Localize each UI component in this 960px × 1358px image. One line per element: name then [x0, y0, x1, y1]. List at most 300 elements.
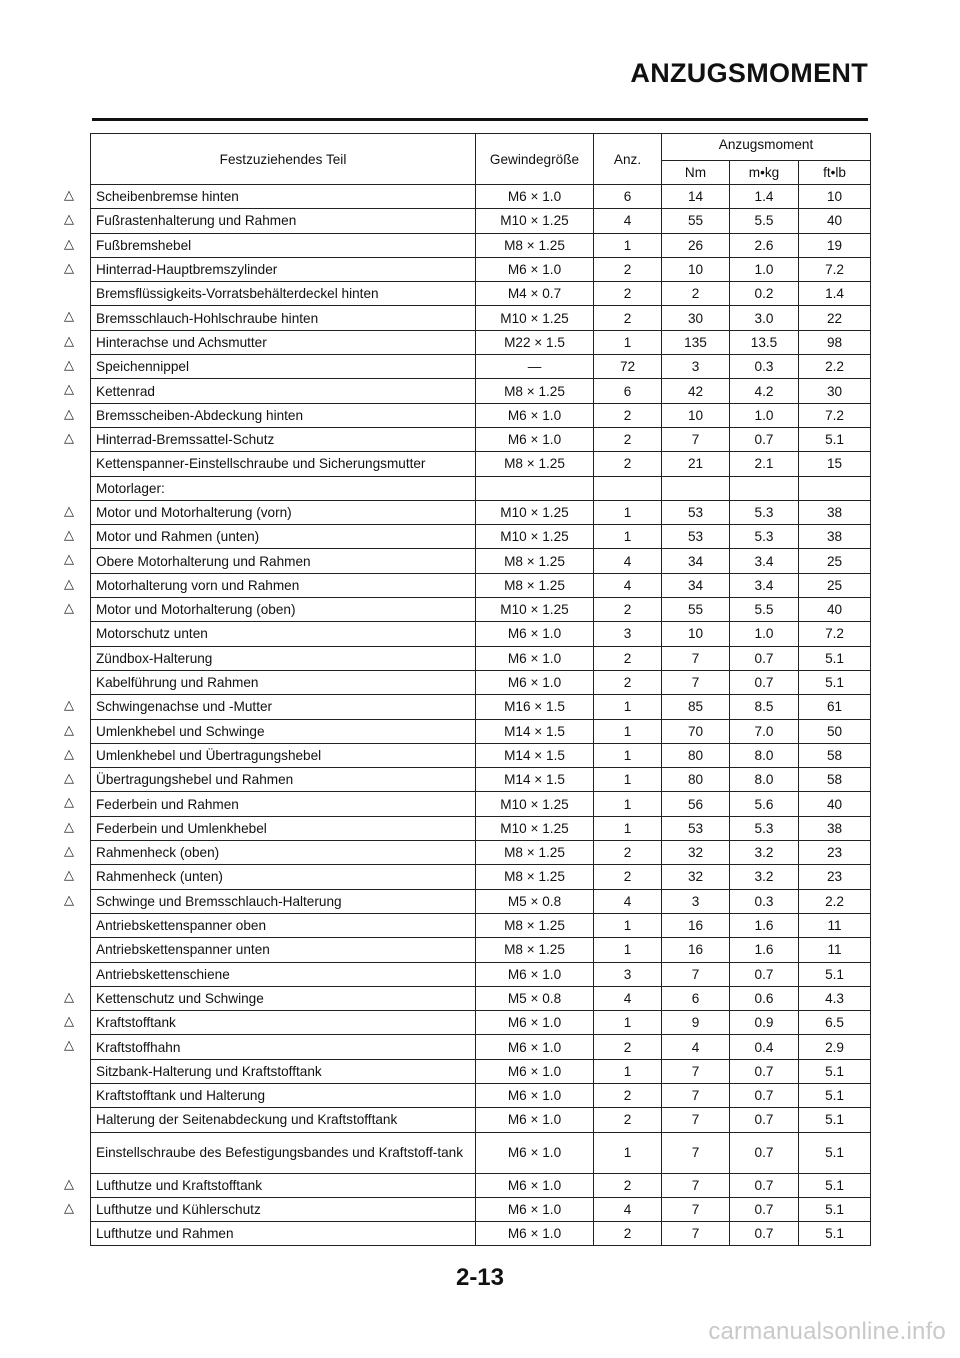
quantity-cell: 4	[594, 209, 662, 233]
triangle-mark-icon: △	[64, 358, 74, 373]
part-name-cell: Kabelführung und Rahmen	[91, 670, 476, 694]
torque-ftlb-cell: 58	[799, 768, 871, 792]
thread-size-cell: M8 × 1.25	[476, 233, 594, 257]
torque-ftlb-cell: 30	[799, 379, 871, 403]
triangle-mark-icon: △	[64, 601, 74, 616]
part-name-cell: Federbein und Rahmen	[91, 792, 476, 816]
torque-ftlb-cell: 10	[799, 185, 871, 209]
torque-ftlb-cell	[799, 476, 871, 500]
thread-size-cell: M6 × 1.0	[476, 670, 594, 694]
torque-mkg-cell: 3.2	[730, 841, 799, 865]
part-name-cell: Kettenrad	[91, 379, 476, 403]
quantity-cell: 2	[594, 452, 662, 476]
torque-nm-cell: 7	[662, 1132, 730, 1173]
quantity-cell: 2	[594, 841, 662, 865]
torque-mkg-cell: 5.5	[730, 598, 799, 622]
torque-mkg-cell: 0.7	[730, 1059, 799, 1083]
part-name-cell: Rahmenheck (oben)	[91, 841, 476, 865]
torque-ftlb-cell: 2.2	[799, 355, 871, 379]
part-name-cell: Kettenschutz und Schwinge	[91, 986, 476, 1010]
torque-ftlb-cell: 5.1	[799, 1108, 871, 1132]
table-row	[91, 185, 871, 209]
torque-mkg-cell: 5.6	[730, 792, 799, 816]
torque-mkg-cell: 3.2	[730, 865, 799, 889]
thread-size-cell: M10 × 1.25	[476, 816, 594, 840]
thread-size-cell: M14 × 1.5	[476, 719, 594, 743]
table-row	[91, 500, 871, 524]
table-row	[91, 816, 871, 840]
quantity-cell: 4	[594, 986, 662, 1010]
torque-nm-cell: 2	[662, 282, 730, 306]
table-row	[91, 403, 871, 427]
part-name-cell: Lufthutze und Kraftstofftank	[91, 1173, 476, 1197]
torque-mkg-cell: 0.3	[730, 355, 799, 379]
table-row	[91, 1197, 871, 1221]
torque-mkg-cell: 0.7	[730, 427, 799, 451]
torque-nm-cell: 6	[662, 986, 730, 1010]
thread-size-cell: M6 × 1.0	[476, 427, 594, 451]
torque-mkg-cell: 0.7	[730, 670, 799, 694]
quantity-cell: 1	[594, 1011, 662, 1035]
torque-mkg-cell: 1.6	[730, 938, 799, 962]
table-row	[91, 986, 871, 1010]
torque-ftlb-cell: 23	[799, 841, 871, 865]
thread-size-cell: M16 × 1.5	[476, 695, 594, 719]
torque-mkg-cell: 0.2	[730, 282, 799, 306]
torque-ftlb-cell: 5.1	[799, 1083, 871, 1107]
table-row	[91, 1108, 871, 1132]
table-row	[91, 330, 871, 354]
table-row	[91, 452, 871, 476]
torque-mkg-cell: 7.0	[730, 719, 799, 743]
quantity-cell: 1	[594, 743, 662, 767]
thread-size-cell: M6 × 1.0	[476, 1059, 594, 1083]
table-row	[91, 306, 871, 330]
table-row	[91, 1222, 871, 1246]
thread-size-cell: M8 × 1.25	[476, 841, 594, 865]
thread-size-cell: M8 × 1.25	[476, 573, 594, 597]
table-header	[91, 134, 871, 185]
thread-size-cell: M10 × 1.25	[476, 306, 594, 330]
table-row	[91, 1132, 871, 1173]
quantity-cell	[594, 476, 662, 500]
quantity-cell: 2	[594, 646, 662, 670]
torque-ftlb-cell: 25	[799, 573, 871, 597]
torque-nm-cell: 34	[662, 573, 730, 597]
torque-nm-cell: 56	[662, 792, 730, 816]
table-row	[91, 865, 871, 889]
torque-nm-cell: 7	[662, 1173, 730, 1197]
triangle-mark-icon: △	[64, 990, 74, 1005]
torque-mkg-cell: 0.7	[730, 1222, 799, 1246]
part-name-cell: Kraftstoffhahn	[91, 1035, 476, 1059]
torque-mkg-cell: 2.6	[730, 233, 799, 257]
torque-nm-cell: 32	[662, 865, 730, 889]
torque-mkg-cell	[730, 476, 799, 500]
torque-nm-cell: 53	[662, 500, 730, 524]
torque-mkg-cell: 0.9	[730, 1011, 799, 1035]
torque-ftlb-cell: 11	[799, 938, 871, 962]
table-row	[91, 646, 871, 670]
torque-nm-cell: 9	[662, 1011, 730, 1035]
torque-ftlb-cell: 5.1	[799, 962, 871, 986]
table-row	[91, 209, 871, 233]
torque-ftlb-cell: 38	[799, 525, 871, 549]
table-row	[91, 379, 871, 403]
thread-size-cell: M10 × 1.25	[476, 500, 594, 524]
torque-ftlb-cell: 40	[799, 598, 871, 622]
part-name-cell: Rahmenheck (unten)	[91, 865, 476, 889]
torque-nm-cell: 10	[662, 403, 730, 427]
torque-ftlb-cell: 7.2	[799, 622, 871, 646]
header-torque: Anzugsmoment	[662, 134, 871, 161]
table-row	[91, 257, 871, 281]
table-row	[91, 743, 871, 767]
table-row	[91, 476, 871, 500]
quantity-cell: 1	[594, 913, 662, 937]
thread-size-cell: M6 × 1.0	[476, 403, 594, 427]
quantity-cell: 1	[594, 768, 662, 792]
torque-nm-cell: 7	[662, 646, 730, 670]
triangle-mark-icon: △	[64, 844, 74, 859]
torque-ftlb-cell: 98	[799, 330, 871, 354]
torque-ftlb-cell: 50	[799, 719, 871, 743]
triangle-mark-icon: △	[64, 795, 74, 810]
part-name-cell: Motorschutz unten	[91, 622, 476, 646]
triangle-mark-icon: △	[64, 261, 74, 276]
torque-mkg-cell: 5.3	[730, 525, 799, 549]
part-name-cell: Motor und Rahmen (unten)	[91, 525, 476, 549]
torque-nm-cell: 42	[662, 379, 730, 403]
torque-mkg-cell: 4.2	[730, 379, 799, 403]
quantity-cell: 2	[594, 598, 662, 622]
torque-ftlb-cell: 23	[799, 865, 871, 889]
quantity-cell: 2	[594, 257, 662, 281]
part-name-cell: Bremsflüssigkeits-Vorratsbehälterdeckel hinten	[91, 282, 476, 306]
table-row	[91, 622, 871, 646]
thread-size-cell: M6 × 1.0	[476, 1035, 594, 1059]
torque-mkg-cell: 0.6	[730, 986, 799, 1010]
part-name-cell: Kraftstofftank und Halterung	[91, 1083, 476, 1107]
thread-size-cell: M10 × 1.25	[476, 209, 594, 233]
table-row	[91, 525, 871, 549]
table-row	[91, 962, 871, 986]
torque-ftlb-cell: 5.1	[799, 427, 871, 451]
torque-ftlb-cell: 22	[799, 306, 871, 330]
torque-mkg-cell: 0.7	[730, 1173, 799, 1197]
quantity-cell: 1	[594, 816, 662, 840]
quantity-cell: 2	[594, 670, 662, 694]
torque-nm-cell: 10	[662, 622, 730, 646]
triangle-mark-icon: △	[64, 1014, 74, 1029]
torque-ftlb-cell: 15	[799, 452, 871, 476]
torque-ftlb-cell: 4.3	[799, 986, 871, 1010]
triangle-mark-icon: △	[64, 334, 74, 349]
torque-mkg-cell: 0.7	[730, 1132, 799, 1173]
part-name-cell: Übertragungshebel und Rahmen	[91, 768, 476, 792]
torque-nm-cell: 3	[662, 355, 730, 379]
thread-size-cell: M6 × 1.0	[476, 962, 594, 986]
torque-ftlb-cell: 40	[799, 792, 871, 816]
triangle-mark-icon: △	[64, 552, 74, 567]
part-name-cell: Motor und Motorhalterung (vorn)	[91, 500, 476, 524]
quantity-cell: 1	[594, 1059, 662, 1083]
torque-ftlb-cell: 25	[799, 549, 871, 573]
torque-ftlb-cell: 7.2	[799, 257, 871, 281]
table-row	[91, 598, 871, 622]
part-name-cell: Fußrastenhalterung und Rahmen	[91, 209, 476, 233]
table-row	[91, 427, 871, 451]
table-row	[91, 938, 871, 962]
part-name-cell: Antriebskettenspanner unten	[91, 938, 476, 962]
torque-nm-cell: 7	[662, 962, 730, 986]
torque-table	[90, 133, 871, 1246]
quantity-cell: 1	[594, 500, 662, 524]
quantity-cell: 2	[594, 1173, 662, 1197]
table-row	[91, 841, 871, 865]
torque-nm-cell: 70	[662, 719, 730, 743]
triangle-mark-icon: △	[64, 528, 74, 543]
part-name-cell: Lufthutze und Kühlerschutz	[91, 1197, 476, 1221]
torque-ftlb-cell: 19	[799, 233, 871, 257]
torque-mkg-cell: 13.5	[730, 330, 799, 354]
part-name-cell: Scheibenbremse hinten	[91, 185, 476, 209]
quantity-cell: 2	[594, 1222, 662, 1246]
title-divider	[92, 118, 868, 121]
triangle-mark-icon: △	[64, 382, 74, 397]
table-row	[91, 1059, 871, 1083]
table-row	[91, 913, 871, 937]
part-name-cell: Einstellschraube des Befestigungsbandes und Kraftstoff-tank	[91, 1132, 476, 1173]
thread-size-cell: M22 × 1.5	[476, 330, 594, 354]
torque-nm-cell: 85	[662, 695, 730, 719]
torque-nm-cell: 34	[662, 549, 730, 573]
triangle-mark-icon: △	[64, 723, 74, 738]
thread-size-cell: M6 × 1.0	[476, 1222, 594, 1246]
triangle-mark-icon: △	[64, 407, 74, 422]
part-name-cell: Fußbremshebel	[91, 233, 476, 257]
thread-size-cell: M8 × 1.25	[476, 865, 594, 889]
part-name-cell: Sitzbank-Halterung und Kraftstofftank	[91, 1059, 476, 1083]
part-name-cell: Kraftstofftank	[91, 1011, 476, 1035]
quantity-cell: 1	[594, 1132, 662, 1173]
torque-nm-cell: 7	[662, 1108, 730, 1132]
part-name-cell: Speichennippel	[91, 355, 476, 379]
torque-nm-cell: 7	[662, 1083, 730, 1107]
thread-size-cell: M10 × 1.25	[476, 598, 594, 622]
torque-nm-cell: 3	[662, 889, 730, 913]
torque-ftlb-cell: 5.1	[799, 1059, 871, 1083]
table-row	[91, 573, 871, 597]
part-name-cell: Hinterachse und Achsmutter	[91, 330, 476, 354]
triangle-mark-icon: △	[64, 698, 74, 713]
torque-mkg-cell: 3.4	[730, 549, 799, 573]
torque-nm-cell: 80	[662, 743, 730, 767]
torque-mkg-cell: 1.0	[730, 257, 799, 281]
torque-mkg-cell: 0.4	[730, 1035, 799, 1059]
triangle-mark-icon: △	[64, 504, 74, 519]
torque-mkg-cell: 0.3	[730, 889, 799, 913]
quantity-cell: 2	[594, 282, 662, 306]
torque-nm-cell: 16	[662, 938, 730, 962]
torque-nm-cell: 14	[662, 185, 730, 209]
table-row	[91, 792, 871, 816]
triangle-mark-icon: △	[64, 431, 74, 446]
thread-size-cell: M5 × 0.8	[476, 986, 594, 1010]
triangle-mark-icon: △	[64, 820, 74, 835]
torque-ftlb-cell: 58	[799, 743, 871, 767]
torque-ftlb-cell: 5.1	[799, 1173, 871, 1197]
watermark: carmanualsonline.info	[708, 1318, 946, 1345]
thread-size-cell: M6 × 1.0	[476, 1197, 594, 1221]
part-name-cell: Schwingenachse und -Mutter	[91, 695, 476, 719]
quantity-cell: 2	[594, 865, 662, 889]
triangle-mark-icon: △	[64, 893, 74, 908]
torque-mkg-cell: 0.7	[730, 1083, 799, 1107]
quantity-cell: 2	[594, 1035, 662, 1059]
triangle-mark-icon: △	[64, 1201, 74, 1216]
table-body	[91, 185, 871, 1246]
part-name-cell: Kettenspanner-Einstellschraube und Sicherungsmutter	[91, 452, 476, 476]
quantity-cell: 1	[594, 792, 662, 816]
table-row	[91, 1083, 871, 1107]
quantity-cell: 3	[594, 622, 662, 646]
table-row	[91, 695, 871, 719]
torque-mkg-cell: 5.3	[730, 816, 799, 840]
quantity-cell: 72	[594, 355, 662, 379]
thread-size-cell: M8 × 1.25	[476, 938, 594, 962]
torque-nm-cell: 7	[662, 1222, 730, 1246]
triangle-mark-icon: △	[64, 212, 74, 227]
triangle-mark-icon: △	[64, 771, 74, 786]
quantity-cell: 2	[594, 1108, 662, 1132]
torque-nm-cell: 53	[662, 816, 730, 840]
thread-size-cell: M10 × 1.25	[476, 525, 594, 549]
torque-nm-cell: 21	[662, 452, 730, 476]
torque-mkg-cell: 1.6	[730, 913, 799, 937]
quantity-cell: 4	[594, 1197, 662, 1221]
part-name-cell: Schwinge und Bremsschlauch-Halterung	[91, 889, 476, 913]
part-name-cell: Federbein und Umlenkhebel	[91, 816, 476, 840]
thread-size-cell: M6 × 1.0	[476, 1108, 594, 1132]
torque-mkg-cell: 8.0	[730, 743, 799, 767]
quantity-cell: 1	[594, 695, 662, 719]
torque-mkg-cell: 3.4	[730, 573, 799, 597]
thread-size-cell: M14 × 1.5	[476, 743, 594, 767]
table-row	[91, 1173, 871, 1197]
thread-size-cell: M6 × 1.0	[476, 1132, 594, 1173]
torque-ftlb-cell: 38	[799, 500, 871, 524]
quantity-cell: 1	[594, 938, 662, 962]
table-row	[91, 355, 871, 379]
torque-ftlb-cell: 5.1	[799, 1197, 871, 1221]
thread-size-cell: M6 × 1.0	[476, 622, 594, 646]
torque-nm-cell: 53	[662, 525, 730, 549]
triangle-mark-icon: △	[64, 577, 74, 592]
torque-mkg-cell: 2.1	[730, 452, 799, 476]
header-mkg: m•kg	[730, 161, 799, 185]
header-thread-size: Gewindegröße	[476, 134, 594, 185]
torque-mkg-cell: 1.0	[730, 403, 799, 427]
torque-nm-cell: 80	[662, 768, 730, 792]
torque-mkg-cell: 0.7	[730, 1197, 799, 1221]
quantity-cell: 2	[594, 306, 662, 330]
quantity-cell: 4	[594, 889, 662, 913]
table-row	[91, 549, 871, 573]
table-row	[91, 719, 871, 743]
torque-nm-cell: 4	[662, 1035, 730, 1059]
torque-ftlb-cell: 61	[799, 695, 871, 719]
part-name-cell: Obere Motorhalterung und Rahmen	[91, 549, 476, 573]
torque-nm-cell: 10	[662, 257, 730, 281]
torque-nm-cell: 7	[662, 1059, 730, 1083]
torque-nm-cell: 55	[662, 209, 730, 233]
torque-ftlb-cell: 5.1	[799, 646, 871, 670]
page-title: ANZUGSMOMENT	[630, 58, 868, 88]
quantity-cell: 4	[594, 549, 662, 573]
triangle-mark-icon: △	[64, 1177, 74, 1192]
torque-mkg-cell: 1.0	[730, 622, 799, 646]
part-name-cell: Lufthutze und Rahmen	[91, 1222, 476, 1246]
quantity-cell: 1	[594, 330, 662, 354]
triangle-mark-icon: △	[64, 868, 74, 883]
table-row	[91, 670, 871, 694]
thread-size-cell: M6 × 1.0	[476, 185, 594, 209]
thread-size-cell: M8 × 1.25	[476, 379, 594, 403]
table-row	[91, 233, 871, 257]
torque-ftlb-cell: 5.1	[799, 670, 871, 694]
torque-nm-cell: 30	[662, 306, 730, 330]
part-name-cell: Halterung der Seitenabdeckung und Kraftstofftank	[91, 1108, 476, 1132]
thread-size-cell: M8 × 1.25	[476, 549, 594, 573]
torque-mkg-cell: 8.0	[730, 768, 799, 792]
torque-ftlb-cell: 11	[799, 913, 871, 937]
torque-ftlb-cell: 6.5	[799, 1011, 871, 1035]
thread-size-cell: M6 × 1.0	[476, 1083, 594, 1107]
header-quantity: Anz.	[594, 134, 662, 185]
quantity-cell: 3	[594, 962, 662, 986]
thread-size-cell: M8 × 1.25	[476, 913, 594, 937]
triangle-mark-icon: △	[64, 1038, 74, 1053]
part-name-cell: Antriebskettenspanner oben	[91, 913, 476, 937]
part-name-cell: Umlenkhebel und Übertragungshebel	[91, 743, 476, 767]
page-number: 2-13	[455, 1264, 505, 1291]
header-part: Festzuziehendes Teil	[91, 134, 476, 185]
thread-size-cell: M6 × 1.0	[476, 646, 594, 670]
thread-size-cell: M6 × 1.0	[476, 257, 594, 281]
part-name-cell: Bremsschlauch-Hohlschraube hinten	[91, 306, 476, 330]
torque-mkg-cell: 0.7	[730, 646, 799, 670]
torque-mkg-cell: 8.5	[730, 695, 799, 719]
torque-ftlb-cell: 38	[799, 816, 871, 840]
torque-mkg-cell: 3.0	[730, 306, 799, 330]
part-name-cell: Antriebskettenschiene	[91, 962, 476, 986]
part-name-cell: Hinterrad-Hauptbremszylinder	[91, 257, 476, 281]
torque-nm-cell: 26	[662, 233, 730, 257]
quantity-cell: 6	[594, 379, 662, 403]
torque-ftlb-cell: 7.2	[799, 403, 871, 427]
thread-size-cell: M6 × 1.0	[476, 1011, 594, 1035]
torque-ftlb-cell: 40	[799, 209, 871, 233]
part-name-cell: Motorhalterung vorn und Rahmen	[91, 573, 476, 597]
quantity-cell: 1	[594, 525, 662, 549]
part-name-cell: Umlenkhebel und Schwinge	[91, 719, 476, 743]
thread-size-cell: —	[476, 355, 594, 379]
part-name-cell: Bremsscheiben-Abdeckung hinten	[91, 403, 476, 427]
quantity-cell: 1	[594, 233, 662, 257]
quantity-cell: 2	[594, 1083, 662, 1107]
torque-nm-cell: 16	[662, 913, 730, 937]
